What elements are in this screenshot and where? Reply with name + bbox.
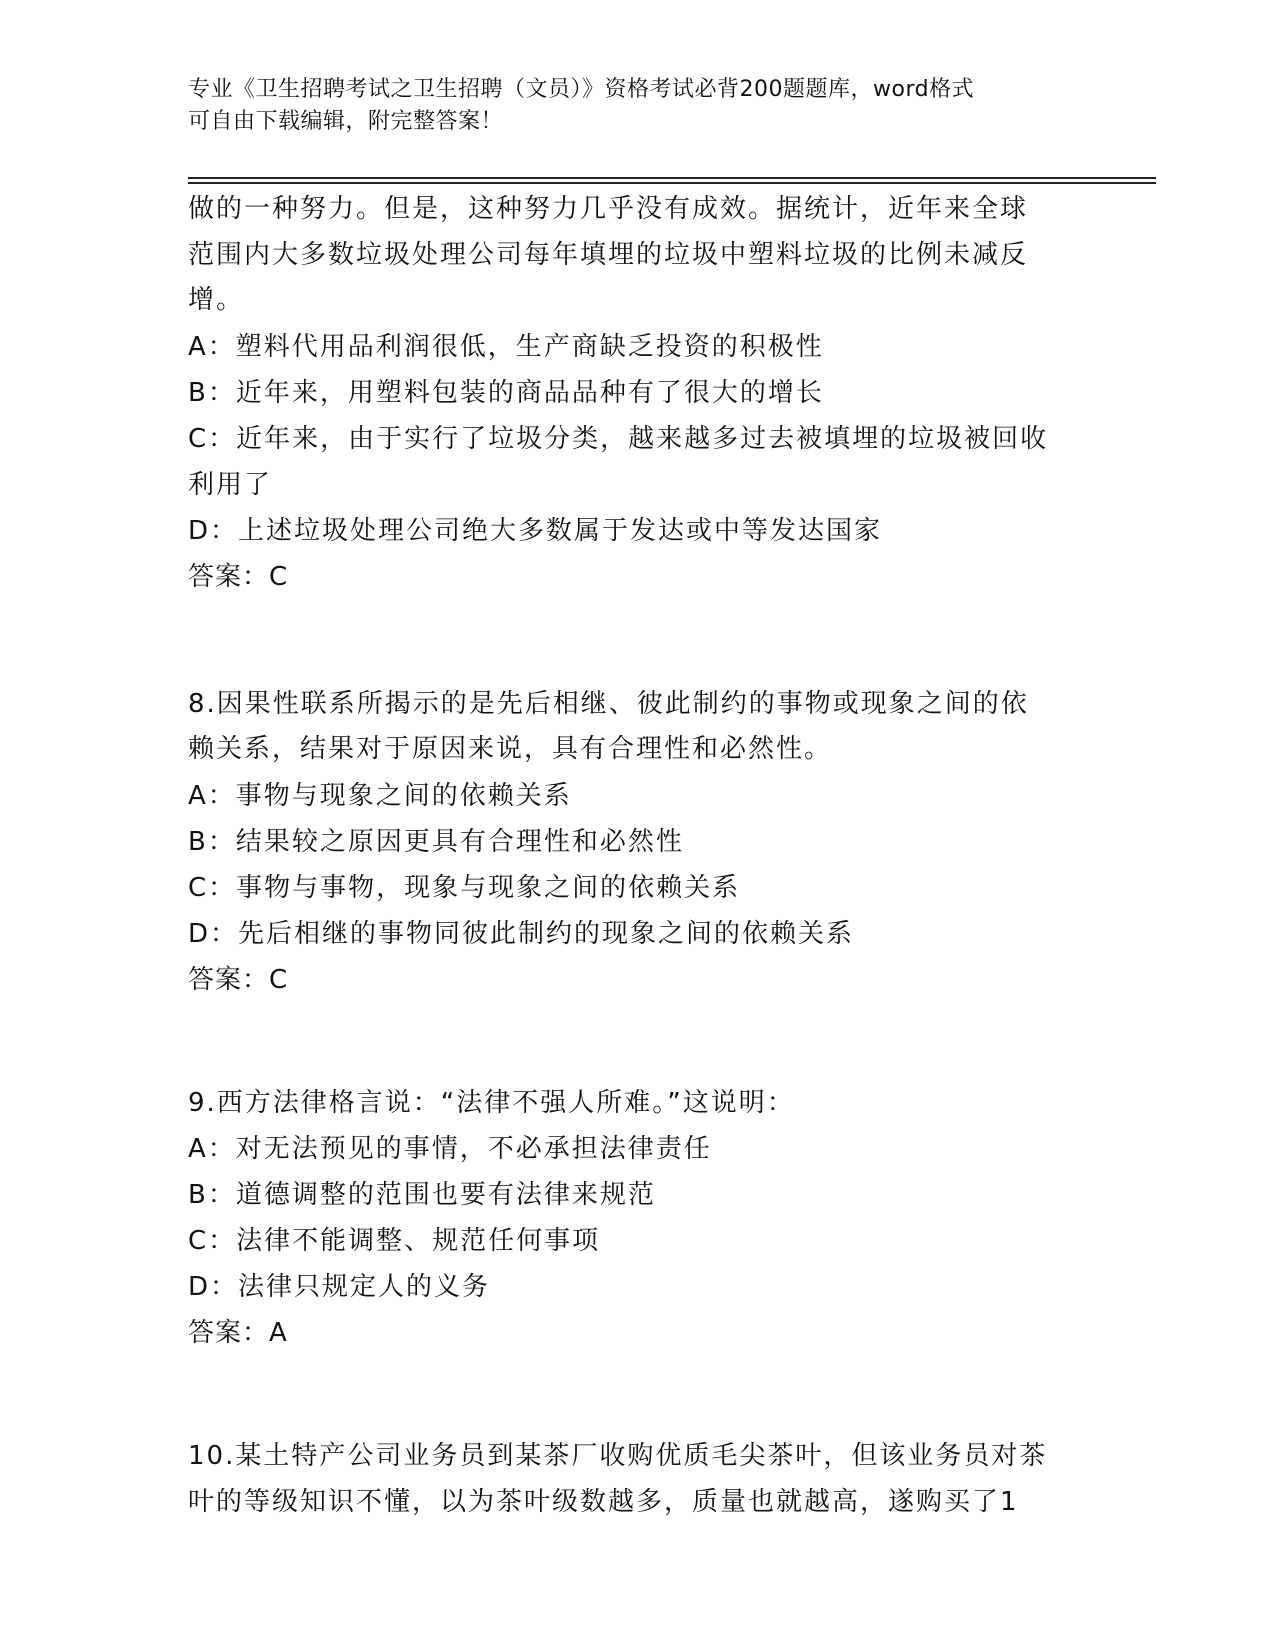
question-text-line: 赖关系，结果对于原因来说，具有合理性和必然性。 — [188, 734, 833, 764]
question-spacer — [188, 1003, 1108, 1081]
document-header — [188, 74, 1078, 138]
header-divider-bottom — [188, 182, 1156, 184]
option-c: C：事物与事物，现象与现象之间的依赖关系 — [188, 872, 741, 903]
option-b: B：结果较之原因更具有合理性和必然性 — [188, 826, 684, 857]
option-c: C：近年来，由于实行了垃圾分类，越来越多过去被填埋的垃圾被回收 — [188, 423, 1049, 454]
question-spacer — [188, 600, 1108, 682]
option-d: D：法律只规定人的义务 — [188, 1272, 491, 1302]
question-text-line: 增。 — [188, 285, 245, 315]
option-a: A：事物与现象之间的依赖关系 — [188, 780, 572, 811]
option-b: B：道德调整的范围也要有法律来规范 — [188, 1180, 656, 1210]
question-7-continued — [188, 187, 1108, 600]
question-spacer — [188, 1356, 1108, 1434]
option-c: C：法律不能调整、规范任何事项 — [188, 1226, 601, 1256]
question-10 — [188, 1434, 1108, 1525]
question-text-line: 叶的等级知识不懂，以为茶叶级数越多，质量也就越高，遂购买了1 — [188, 1486, 1019, 1517]
option-d: D：先后相继的事物同彼此制约的现象之间的依赖关系 — [188, 918, 855, 949]
option-c-continued: 利用了 — [188, 469, 273, 500]
header-line-2: 可自由下载编辑，附完整答案！ — [188, 109, 504, 134]
answer-label: 答案：C — [188, 561, 289, 592]
answer-label: 答案：C — [188, 964, 289, 995]
header-line-1: 专业《卫生招聘考试之卫生招聘（文员）》资格考试必背200题题库，word格式 — [188, 77, 975, 102]
question-8 — [188, 682, 1108, 1003]
question-text-line: 做的一种努力。但是，这种努力几乎没有成效。据统计，近年来全球 — [188, 194, 1029, 224]
question-text-line: 9.西方法律格言说：“法律不强人所难。”这说明： — [188, 1087, 795, 1118]
question-text-line: 8.因果性联系所揭示的是先后相继、彼此制约的事物或现象之间的依 — [188, 688, 1029, 719]
option-a: A：对无法预见的事情，不必承担法律责任 — [188, 1134, 712, 1164]
answer-label: 答案：A — [188, 1318, 288, 1348]
question-9 — [188, 1081, 1108, 1357]
option-b: B：近年来，用塑料包装的商品品种有了很大的增长 — [188, 377, 824, 408]
option-a: A：塑料代用品利润很低，生产商缺乏投资的积极性 — [188, 331, 824, 362]
header-divider-top — [188, 177, 1156, 179]
question-content — [188, 187, 1108, 1525]
question-text-line: 10.某土特产公司业务员到某茶厂收购优质毛尖茶叶，但该业务员对茶 — [188, 1441, 1048, 1471]
option-d: D：上述垃圾处理公司绝大多数属于发达或中等发达国家 — [188, 515, 883, 546]
question-text-line: 范围内大多数垃圾处理公司每年填埋的垃圾中塑料垃圾的比例未减反 — [188, 239, 1029, 270]
